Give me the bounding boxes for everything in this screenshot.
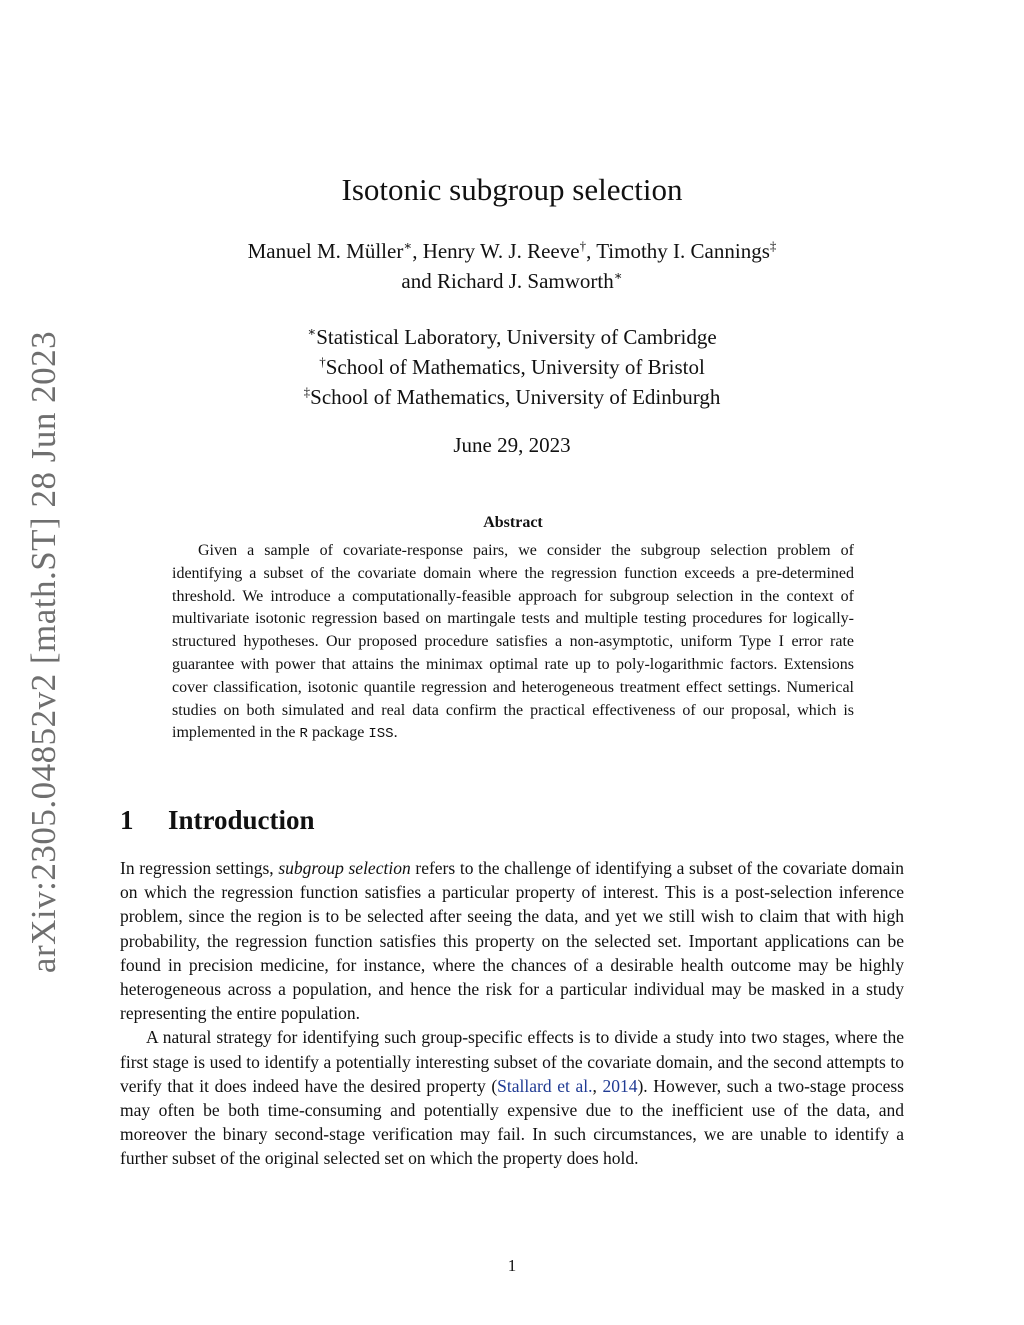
affiliation-mark: ‡ xyxy=(769,238,777,253)
paragraph xyxy=(120,856,904,1025)
code-r: R xyxy=(299,726,308,743)
affiliation-mark: ∗ xyxy=(403,238,413,253)
text-run: , xyxy=(592,1075,603,1096)
introduction-body xyxy=(120,856,904,1171)
author-name: Richard J. Samworth xyxy=(437,269,614,293)
author-conjunction: and xyxy=(401,269,432,293)
affiliation xyxy=(0,352,1024,382)
arxiv-identifier: arXiv:2305.04852v2 [math.ST] 28 Jun 2023 xyxy=(24,330,63,974)
text-run: refers to the challenge of identifying a subset of the covariate domain on which the regression function satisfies a particular property of interest. This is a post-selection inference problem, since the region is to be selected after seeing the data, and yet we still wish to claim that with high probability, the regression function satisfies this property on the selected set. Important applications can be found in precision medicine, for instance, where the chances of a desirable health outcome may be highly heterogeneous across a population, and hence the risk for a particular individual may be masked in a study representing the entire population. xyxy=(120,858,905,1024)
author-name: Henry W. J. Reeve xyxy=(422,239,580,263)
section-heading xyxy=(120,802,315,838)
abstract xyxy=(172,512,854,746)
emphasized-term: subgroup selection xyxy=(278,858,411,878)
affiliation-mark: ∗ xyxy=(307,324,317,339)
author-list: Manuel M. Müller∗, Henry W. J. Reeve†, Timothy I. Cannings‡ and Richard J. Samworth∗ xyxy=(247,238,777,293)
abstract-text xyxy=(172,540,854,746)
section-title: Introduction xyxy=(168,805,315,835)
author-name: Timothy I. Cannings xyxy=(596,239,770,263)
page-number: 1 xyxy=(507,1256,517,1275)
section-number: 1 xyxy=(120,805,134,835)
affiliation-mark: ∗ xyxy=(613,268,623,283)
affiliation-name: Statistical Laboratory, University of Cambridge xyxy=(316,325,717,349)
code-iss: ISS xyxy=(368,726,394,743)
affiliation-name: School of Mathematics, University of Edinburgh xyxy=(310,385,721,409)
affiliation-mark: † xyxy=(319,354,326,369)
affiliation xyxy=(0,382,1024,412)
title-block xyxy=(0,170,1024,460)
publication-date: June 29, 2023 xyxy=(453,433,571,457)
author-name: Manuel M. Müller xyxy=(247,239,404,263)
citation-link[interactable]: Stallard et al. xyxy=(497,1075,593,1096)
abstract-heading: Abstract xyxy=(483,514,543,531)
abstract-end: . xyxy=(393,724,398,742)
affiliation-mark: ‡ xyxy=(303,384,311,399)
affiliation xyxy=(0,322,1024,352)
text-run: In regression settings, xyxy=(120,858,279,878)
text-run: ). However, such a two-stage process may often be both time-consuming and potentially expensive due to the inefficient use of the data, and moreover the binary second-stage verification may fail. In such circumstances, we are unable to identify a further subset of the original selected set on which the property does hold. xyxy=(120,1075,904,1169)
citation-year-link[interactable]: 2014 xyxy=(602,1075,638,1096)
paragraph xyxy=(120,1025,904,1170)
affiliation-mark: † xyxy=(579,238,587,253)
affiliation-list xyxy=(0,322,1024,412)
abstract-sentence-run: Given a sample of covariate-response pairs, we consider the subgroup selection problem of identifying a subset of the covariate domain where the regression function exceeds a pre-determined threshold. We introduce a computationally-feasible approach for subgroup selection in the context of multivariate isotonic regression based on martingale tests and multiple testing procedures for logically-structured hypotheses. Our proposed procedure satisfies a non-asymptotic, uniform Type I error rate guarantee with power that attains the minimax optimal rate up to poly-logarithmic factors. Extensions cover classification, isotonic quantile regression and heterogeneous treatment effect settings. Numerical studies on both simulated and real data confirm the practical effectiveness of our proposal, which is implemented in the xyxy=(172,542,854,742)
abstract-connector: package xyxy=(307,724,369,742)
text-run: A natural strategy for identifying such group-specific effects is to divide a study into two stages, where the first stage is used to identify a potentially interesting subset of the covariate domain, and the second attempts to verify that it does indeed have the desired property ( xyxy=(120,1027,904,1096)
affiliation-name: School of Mathematics, University of Bristol xyxy=(325,355,705,379)
paper-title: Isotonic subgroup selection xyxy=(341,172,683,207)
